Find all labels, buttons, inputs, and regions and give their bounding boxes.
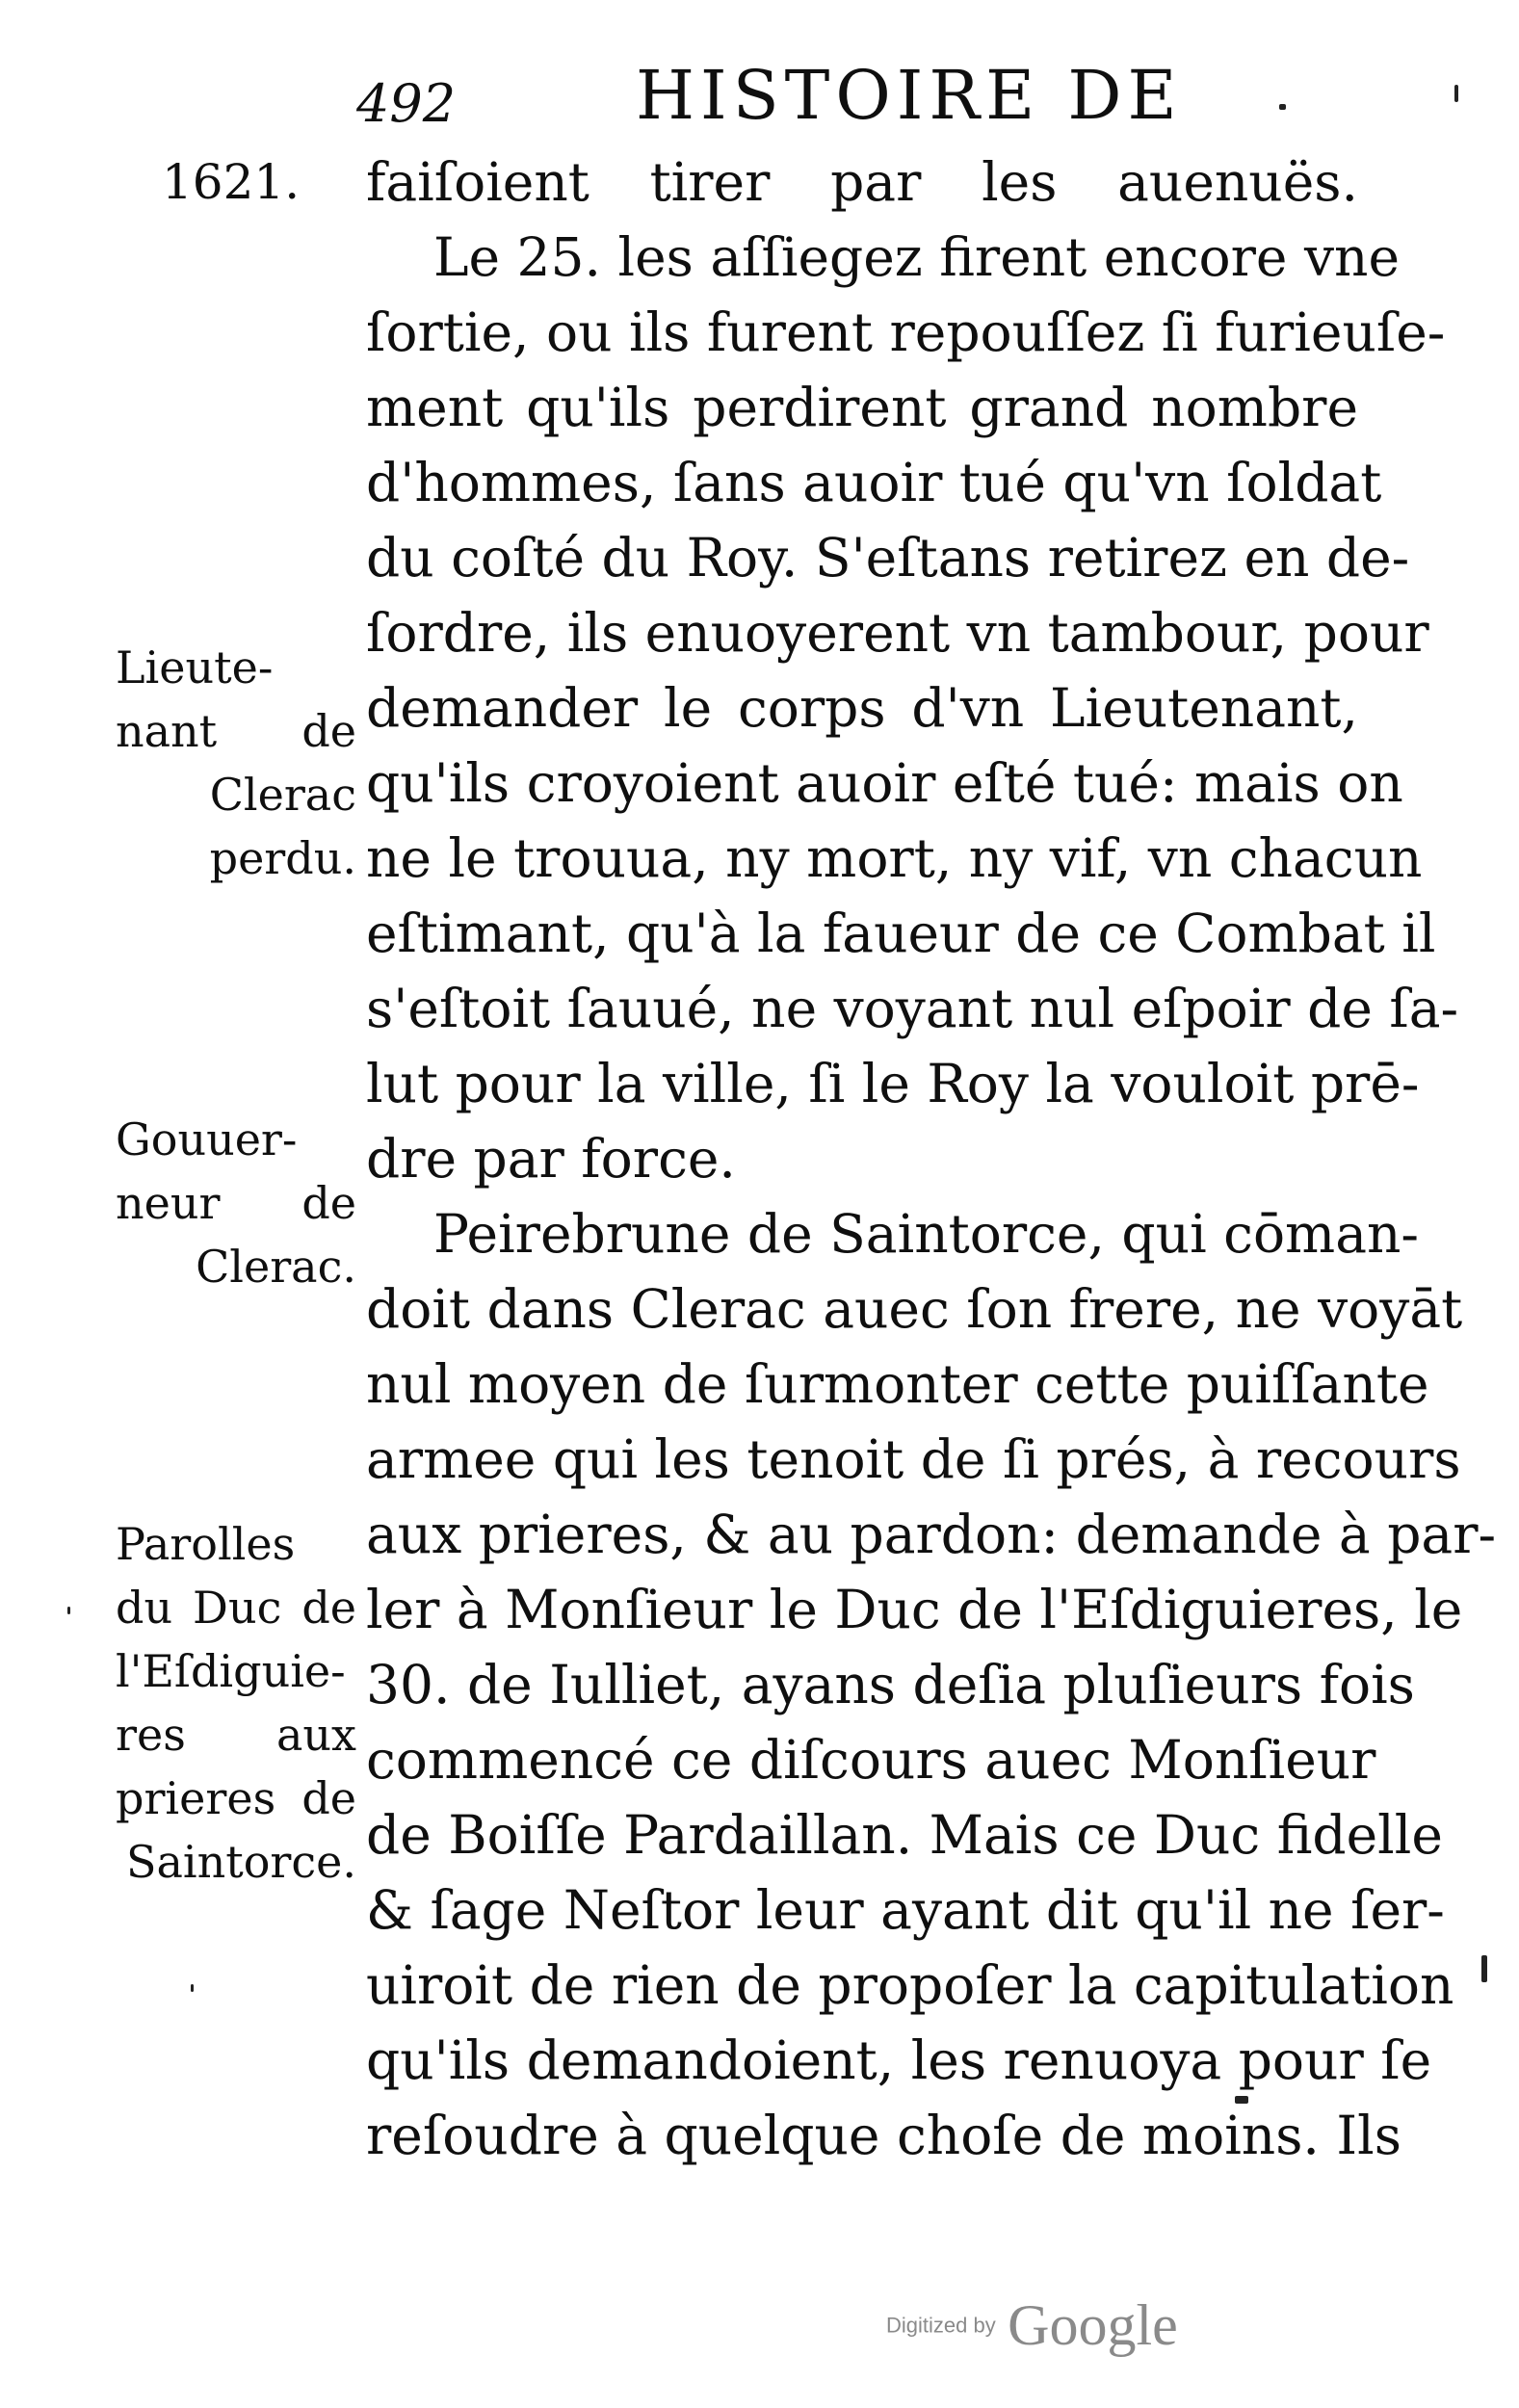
text-line: ne le trouua, ny mort, ny vif, vn chacun: [366, 827, 1423, 889]
text-line: 30. de Iulliet, ayans deſia pluſieurs fois: [366, 1654, 1415, 1715]
side-note-line: perdu.: [209, 832, 356, 884]
text-line: lut pour la ville, ſi le Roy la vouloit prē-: [366, 1053, 1420, 1114]
body-text: [366, 144, 1497, 2173]
page-number: 492: [356, 73, 457, 134]
scan-speck: [1279, 104, 1286, 110]
margin-year: 1621.: [162, 154, 301, 210]
text-line: nul moyen de ſurmonter cette puiſſante: [366, 1353, 1429, 1415]
text-line: reſoudre à quelque choſe de moins. Ils: [366, 2105, 1401, 2166]
watermark-brand-logo: Google: [1008, 2293, 1178, 2357]
side-note-line: l'Eſdiguie-: [116, 1645, 346, 1697]
text-line: ſordre, ils enuoyerent vn tambour, pour: [366, 602, 1429, 664]
text-line: armee qui les tenoit de ſi prés, à recours: [366, 1428, 1461, 1490]
scan-speck: [1481, 1955, 1487, 1982]
side-note-line: Parolles: [116, 1518, 296, 1570]
text-line: eſtimant, qu'à la faueur de ce Combat il: [366, 903, 1436, 964]
running-title: HISTOIRE DE: [636, 56, 1183, 135]
digitized-watermark: [886, 2292, 1178, 2359]
side-note-line: Clerac.: [196, 1241, 356, 1293]
side-note-line: Gouuer-: [116, 1113, 298, 1165]
scan-speck: [191, 1984, 194, 1992]
text-line: qu'ils croyoient auoir eſté tué: mais on: [366, 752, 1403, 814]
text-line: d'hommes, ſans auoir tué qu'vn ſoldat: [366, 452, 1382, 513]
watermark-digitized-text: Digitized by: [886, 2313, 996, 2338]
text-line: & ſage Neſtor leur ayant dit qu'il ne ſer-: [366, 1879, 1445, 1941]
side-note-parolles: [116, 1512, 356, 1894]
text-line: qu'ils demandoient, les renuoya pour ſe: [366, 2029, 1432, 2091]
side-note-line: Saintorce.: [125, 1836, 356, 1888]
text-line: demander le corps d'vn Lieutenant,: [366, 677, 1358, 739]
text-line: ler à Monſieur le Duc de l'Eſdiguieres, le: [366, 1579, 1463, 1640]
side-note-line: Clerac: [209, 769, 356, 821]
page-header: [347, 56, 1214, 143]
text-line: de Boiſſe Pardaillan. Mais ce Duc fidelle: [366, 1804, 1443, 1866]
text-line: du coſté du Roy. S'eſtans retirez en de-: [366, 527, 1410, 589]
side-note-line: res aux: [116, 1709, 356, 1761]
text-line: uiroit de rien de propoſer la capitulation: [366, 1954, 1454, 2016]
side-note-line: du Duc de: [116, 1582, 356, 1634]
text-line: dre par force.: [366, 1128, 736, 1190]
side-note-line: nant de: [116, 705, 356, 757]
side-note-lieutenant: [116, 636, 356, 890]
text-line: doit dans Clerac auec ſon frere, ne voyāt: [366, 1278, 1463, 1340]
text-line: ſortie, ou ils furent repouſſez ſi furieuſe-: [366, 301, 1446, 363]
text-line: aux prieres, & au pardon: demande à par-: [366, 1504, 1497, 1565]
side-note-line: Lieute-: [116, 641, 274, 694]
scan-speck: [1235, 2096, 1248, 2104]
side-note-line: neur de: [116, 1177, 356, 1229]
text-line: ment qu'ils perdirent grand nombre: [366, 377, 1358, 438]
text-line: Le 25. les aſſiegez firent encore vne: [433, 226, 1400, 288]
text-line: faiſoient tirer par les auenuës.: [366, 151, 1358, 213]
text-line: commencé ce diſcours auec Monſieur: [366, 1729, 1376, 1791]
side-note-gouverneur: [116, 1108, 356, 1298]
scan-speck: [67, 1607, 70, 1614]
scan-speck: [1454, 85, 1458, 102]
text-line: Peirebrune de Saintorce, qui cōman-: [433, 1203, 1420, 1265]
side-note-line: prieres de: [116, 1772, 356, 1824]
text-line: s'eſtoit ſauué, ne voyant nul eſpoir de ſa-: [366, 978, 1459, 1039]
